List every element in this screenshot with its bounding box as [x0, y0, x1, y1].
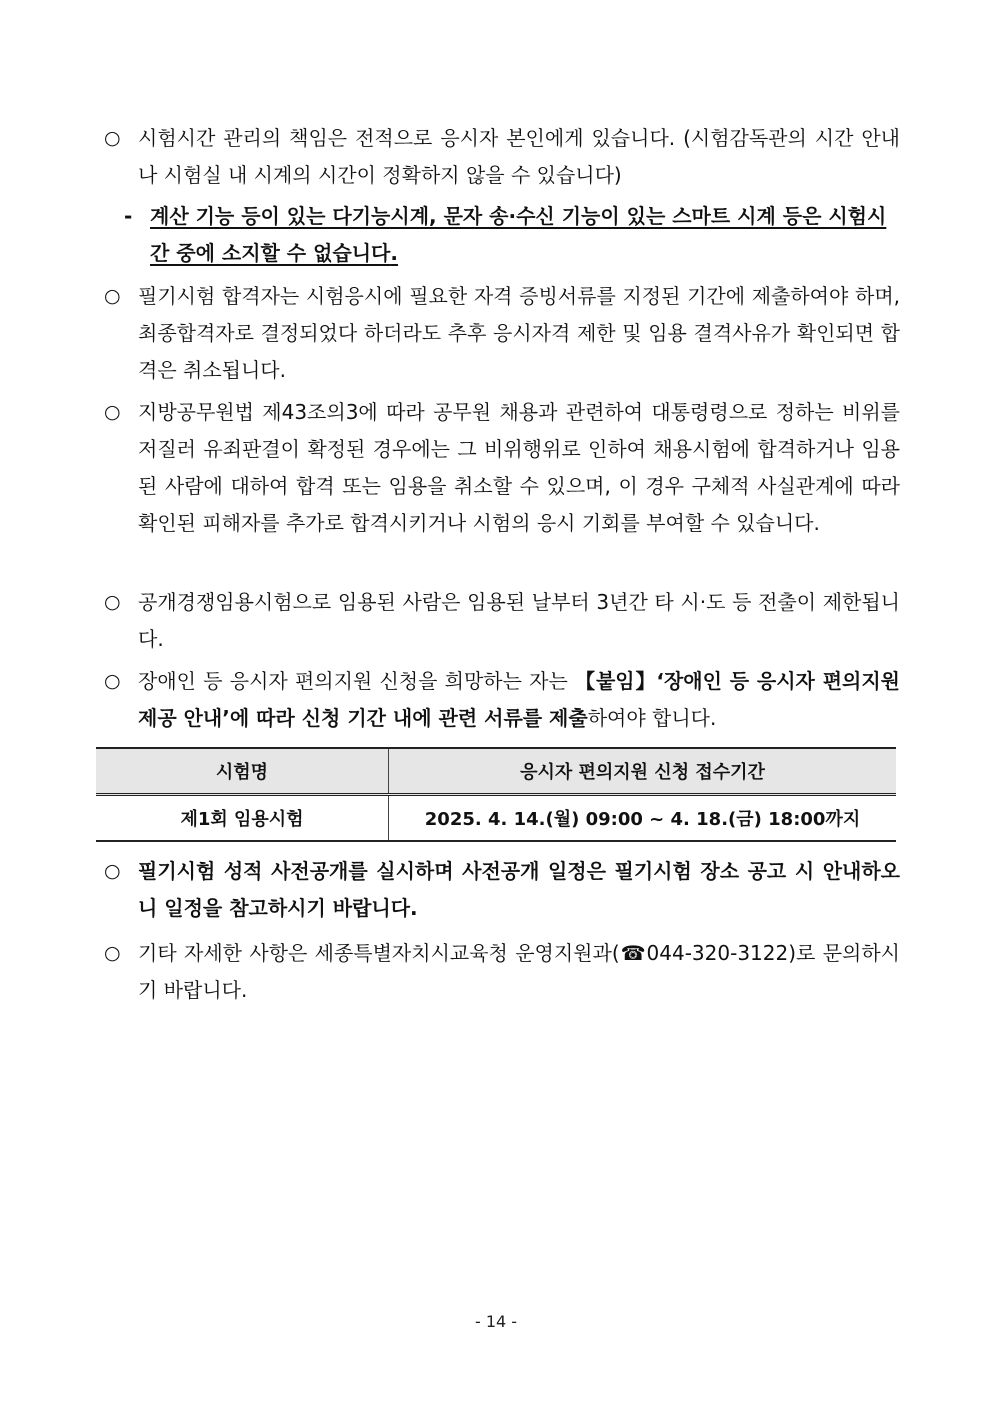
circle-bullet-icon: ○ — [104, 860, 121, 882]
circle-bullet-icon: ○ — [104, 127, 121, 149]
cell-application-period: 2025. 4. 14.(월) 09:00 ~ 4. 18.(금) 18:00까지 — [389, 795, 897, 842]
cell-exam-name: 제1회 임용시험 — [96, 795, 389, 842]
paragraph-score-disclosure — [104, 853, 900, 927]
subitem-smartwatch — [124, 198, 900, 272]
disability-support-text-a: 장애인 등 응시자 편의지원 신청을 희망하는 자는 — [138, 669, 576, 693]
disability-support-text-bold: 【붙임】‘장애인 등 응시자 편의지원 제공 안내’에 따라 신청 기간 내에 관련 서류를 제출 — [138, 669, 900, 730]
circle-bullet-icon: ○ — [104, 942, 121, 964]
paragraph-score-disclosure-text: 필기시험 성적 사전공개를 실시하며 사전공개 일정은 필기시험 장소 공고 시 안내하오니 일정을 참고하시기 바랍니다. — [138, 859, 900, 920]
circle-bullet-icon: ○ — [104, 670, 121, 692]
paragraph-contact — [104, 935, 900, 1009]
circle-bullet-icon: ○ — [104, 401, 121, 423]
circle-bullet-icon: ○ — [104, 591, 121, 613]
paragraph-public-official-law-text: 지방공무원법 제43조의3에 따라 공무원 채용과 관련하여 대통령령으로 정하는 비위를 저질러 유죄판결이 확정된 경우에는 그 비위행위로 인하여 채용시험에 합격하거나 임용된 사람에 대하여 합격 또는 임용을 취소할 수 있으며, 이 경우 구체적 사실관계에 따라 확인된 피해자를 추가로 합격시키거나 시험의 응시 기회를 부여할 수 있습니다. — [138, 400, 900, 535]
subitem-smartwatch-underlined: 계산 기능 등이 있는 다기능시계, 문자 송·수신 기능이 있는 스마트 시계 등은 시험시간 중에 소지할 수 없습니다 — [150, 204, 887, 265]
table-header-row — [96, 748, 896, 795]
paragraph-qualification-documents — [104, 278, 900, 389]
paragraph-qualification-documents-text: 필기시험 합격자는 시험응시에 필요한 자격 증빙서류를 지정된 기간에 제출하여야 하며, 최종합격자로 결정되었다 하더라도 추후 응시자격 제한 및 임용 결격사유가 확인되면 합격은 취소됩니다. — [138, 284, 900, 382]
paragraph-exam-time — [104, 120, 900, 194]
disability-support-text-b: 하여야 합니다. — [587, 706, 717, 730]
paragraph-transfer-limit-text: 공개경쟁임용시험으로 임용된 사람은 임용된 날부터 3년간 타 시·도 등 전출이 제한됩니다. — [138, 590, 900, 651]
paragraph-disability-support-text — [138, 663, 900, 737]
dash-bullet: - — [124, 204, 133, 228]
paragraph-transfer-limit — [104, 584, 900, 658]
subitem-smartwatch-text — [150, 198, 900, 272]
paragraph-disability-support — [104, 663, 900, 737]
page-number: - 14 - — [474, 1312, 518, 1331]
support-application-table — [96, 747, 896, 842]
circle-bullet-icon: ○ — [104, 285, 121, 307]
paragraph-exam-time-text: 시험시간 관리의 책임은 전적으로 응시자 본인에게 있습니다. (시험감독관의 시간 안내나 시험실 내 시계의 시간이 정확하지 않을 수 있습니다) — [138, 126, 900, 187]
header-application-period: 응시자 편의지원 신청 접수기간 — [389, 748, 897, 795]
header-exam-name: 시험명 — [96, 748, 389, 795]
paragraph-public-official-law — [104, 394, 900, 542]
paragraph-contact-text: 기타 자세한 사항은 세종특별자치시교육청 운영지원과(☎044-320-3122)로 문의하시기 바랍니다. — [138, 941, 900, 1002]
table-row — [96, 795, 896, 842]
subitem-smartwatch-period: . — [390, 241, 398, 265]
